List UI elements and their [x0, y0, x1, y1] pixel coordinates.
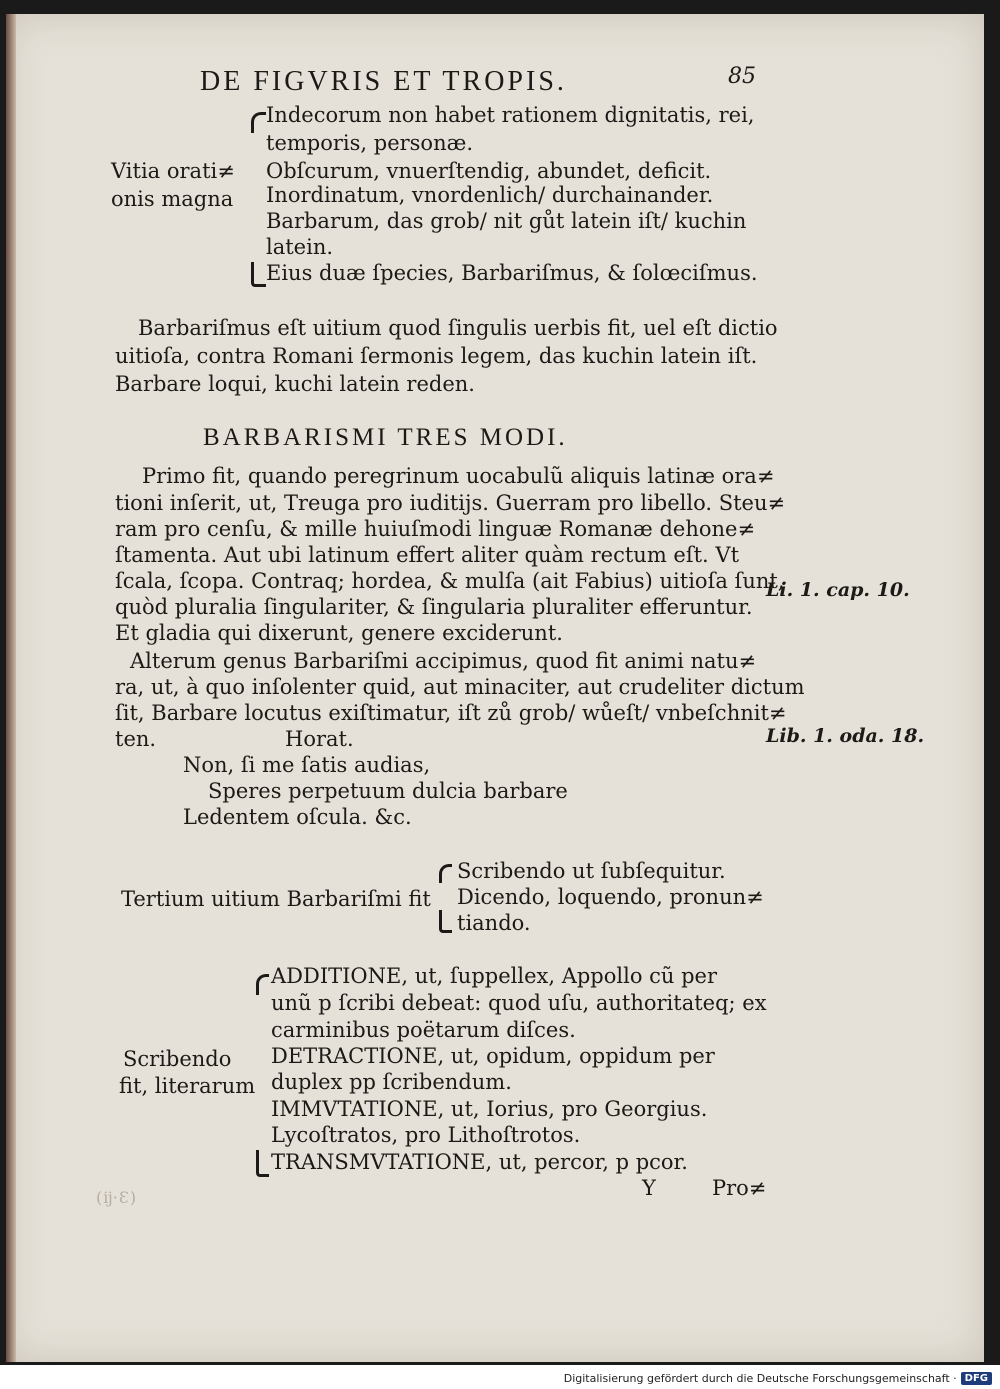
margin-note: Lib. 1. oda. 18.	[766, 725, 925, 747]
scribendo-item: TRANSMVTATIONE, ut, percor, p pcor.	[271, 1150, 688, 1174]
vitia-item: temporis, personæ.	[266, 131, 474, 155]
vitia-label-line1: Vitia orati≠	[111, 159, 235, 183]
body-line: ram pro cenſu, & mille huiuſmodi linguæ Romanæ dehone≠	[115, 517, 756, 541]
definition-line: Barbariſmus eſt uitium quod ſingulis uerbis fit, uel eſt dictio	[138, 316, 778, 340]
brace-top	[439, 864, 452, 883]
tertium-item: Scribendo ut ſubſequitur.	[457, 859, 726, 883]
scribendo-label-line1: Scribendo	[123, 1047, 232, 1071]
body-line: Alterum genus Barbariſmi accipimus, quod fit animi natu≠	[130, 649, 757, 673]
body-line: ten.	[115, 727, 157, 751]
body-line: quòd pluralia ſingulariter, & ſingularia pluraliter efferuntur.	[115, 595, 753, 619]
vitia-item: Inordinatum, vnordenlich/ durchainander.	[266, 183, 714, 207]
tertium-item: tiando.	[457, 911, 531, 935]
body-line: Primo fit, quando peregrinum uocabulũ aliquis latinæ ora≠	[142, 464, 775, 488]
body-line: ſtamenta. Aut ubi latinum effert aliter quàm rectum eſt. Vt	[115, 543, 740, 567]
vitia-item: Obſcurum, vnuerſtendig, abundet, deficit.	[266, 159, 712, 183]
vitia-item: Indecorum non habet rationem dignitatis, rei,	[266, 103, 755, 127]
digitization-footer	[564, 1368, 992, 1389]
vitia-item: Eius duæ ſpecies, Barbariſmus, & ſolœciſmus.	[266, 261, 758, 285]
horat-label: Horat.	[285, 727, 354, 751]
body-line: ſcala, ſcopa. Contraq; hordea, & mulſa (ait Fabius) uitioſa ſunt,	[115, 569, 785, 593]
scribendo-item: ADDITIONE, ut, ſuppellex, Appollo cũ per	[271, 964, 718, 988]
section-title: BARBARISMI TRES MODI.	[203, 424, 568, 451]
scribendo-item: unũ p ſcribi debeat: quod uſu, authoritateq; ex	[271, 991, 767, 1015]
scribendo-item: carminibus poëtarum diſces.	[271, 1018, 576, 1042]
brace-bottom	[256, 1150, 269, 1177]
tertium-item: Dicendo, loquendo, pronun≠	[457, 885, 764, 909]
brace-bottom	[439, 910, 452, 933]
definition-line: Barbare loqui, kuchi latein reden.	[115, 372, 475, 396]
signature-mark: Y	[642, 1176, 656, 1200]
verse-line: Speres perpetuum dulcia barbare	[208, 779, 568, 803]
dfg-logo: DFG	[961, 1372, 992, 1385]
brace-top	[256, 974, 269, 995]
body-line: ra, ut, à quo inſolenter quid, aut minaciter, aut crudeliter dictum	[115, 675, 805, 699]
brace-bottom	[251, 262, 266, 287]
body-line: tioni inſerit, ut, Treuga pro iuditijs. Guerram pro libello. Steu≠	[115, 491, 786, 515]
scribendo-item: DETRACTIONE, ut, opidum, oppidum per	[271, 1044, 715, 1068]
body-line: Et gladia qui dixerunt, genere exciderunt.	[115, 621, 563, 645]
page-header-title: DE FIGVRIS ET TROPIS.	[200, 66, 567, 97]
scribendo-item: IMMVTATIONE, ut, Iorius, pro Georgius.	[271, 1097, 708, 1121]
catchword: Pro≠	[712, 1176, 767, 1200]
footer-text: Digitalisierung gefördert durch die Deutsche Forschungsgemeinschaft ·	[563, 1372, 957, 1385]
vitia-item: latein.	[266, 235, 334, 259]
book-spine	[6, 14, 16, 1362]
tertium-label: Tertium uitium Barbariſmi fit	[121, 887, 431, 911]
definition-line: uitioſa, contra Romani ſermonis legem, das kuchin latein iſt.	[115, 344, 758, 368]
vitia-item: Barbarum, das grob/ nit gůt latein iſt/ kuchin	[266, 209, 747, 233]
vitia-label-line2: onis magna	[111, 187, 234, 211]
margin-note: Li. 1. cap. 10.	[766, 579, 910, 601]
verse-line: Ledentem oſcula. &c.	[183, 805, 412, 829]
scribendo-item: duplex pp ſcribendum.	[271, 1070, 512, 1094]
page-number: 85	[728, 64, 756, 89]
bleed-through-mark: (ĳ·Ɛ)	[96, 1188, 138, 1207]
body-line: ſit, Barbare locutus exiſtimatur, iſt zů grob/ wůeſt/ vnbeſchnit≠	[115, 701, 787, 725]
brace-top	[251, 112, 266, 133]
scribendo-item: Lycoſtratos, pro Lithoſtrotos.	[271, 1123, 581, 1147]
verse-line: Non, ſi me ſatis audias,	[183, 753, 431, 777]
scribendo-label-line2: fit, literarum	[119, 1074, 256, 1098]
